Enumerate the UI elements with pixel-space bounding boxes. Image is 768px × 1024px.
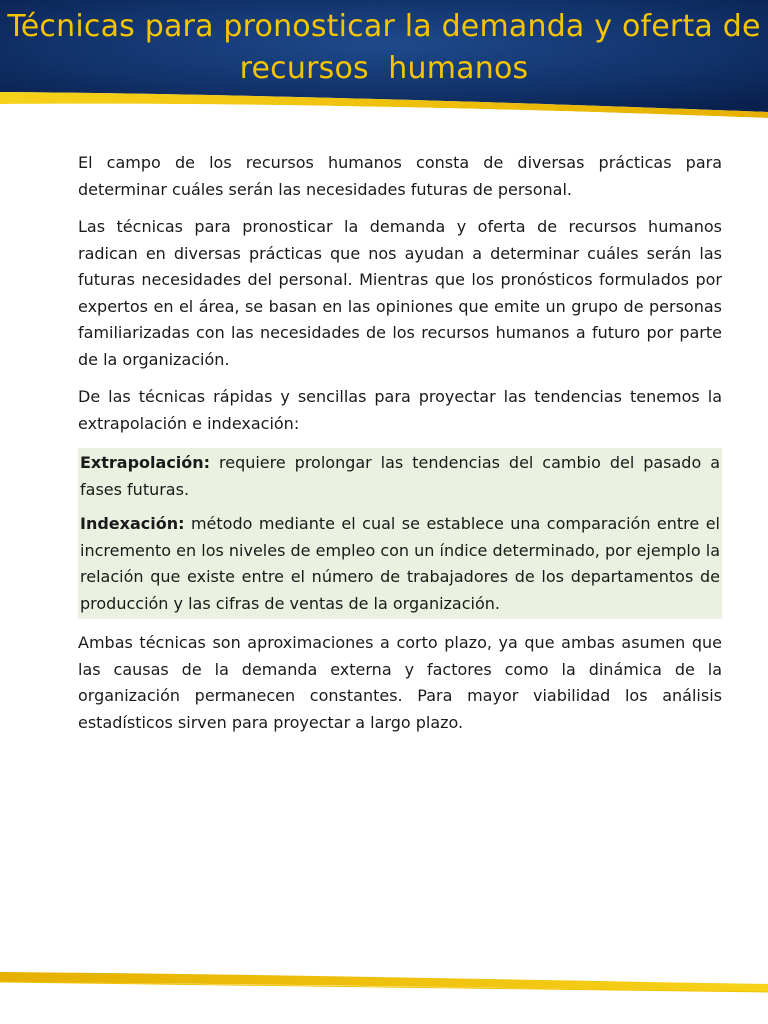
definition-extrapolation-text: requiere prolongar las tendencias del cambio del pasado a fases futuras. [80,453,720,499]
paragraph-conclusion: Ambas técnicas son aproximaciones a corto plazo, ya que ambas asumen que las causas de la demanda externa y factores como la dinámica de la organización permanecen constantes. Para mayor viabilidad los análisis estadísticos sirven para proyectar a largo plazo. [78,633,722,732]
paragraph-intro: El campo de los recursos humanos consta de diversas prácticas para determinar cuáles serán las necesidades futuras de personal. [78,153,722,199]
page-title [0,6,768,90]
body-content [78,150,722,747]
definition-indexation-text: método mediante el cual se establece una comparación entre el incremento en los niveles de empleo con un índice determinado, por ejemplo la relación que existe entre el número de trabajadores de los departamentos de producción y las cifras de ventas de la organización. [80,514,720,613]
footer-band [0,964,768,1024]
paragraph-techniques: Las técnicas para pronosticar la demanda y oferta de recursos humanos radican en diversas prácticas que nos ayudan a determinar cuáles serán las futuras necesidades del personal. Mientras que los pronósticos formulados por expertos en el área, se basan en las opiniones que emite un grupo de personas familiarizadas con las necesidades de los recursos humanos a futuro por parte de la organización. [78,217,722,369]
definitions-box [78,448,722,619]
header-banner [0,0,768,118]
term-indexation: Indexación: [80,514,185,533]
title-line-2: recursos humanos [239,51,529,86]
paragraph-quick-techniques: De las técnicas rápidas y sencillas para proyectar las tendencias tenemos la extrapolación e indexación: [78,387,722,433]
title-line-1: Técnicas para pronosticar la demanda y oferta de [7,9,761,44]
footer-band-graphic [0,964,768,1024]
term-extrapolation: Extrapolación: [80,453,211,472]
definition-indexation [80,511,720,617]
definition-extrapolation [80,450,720,503]
